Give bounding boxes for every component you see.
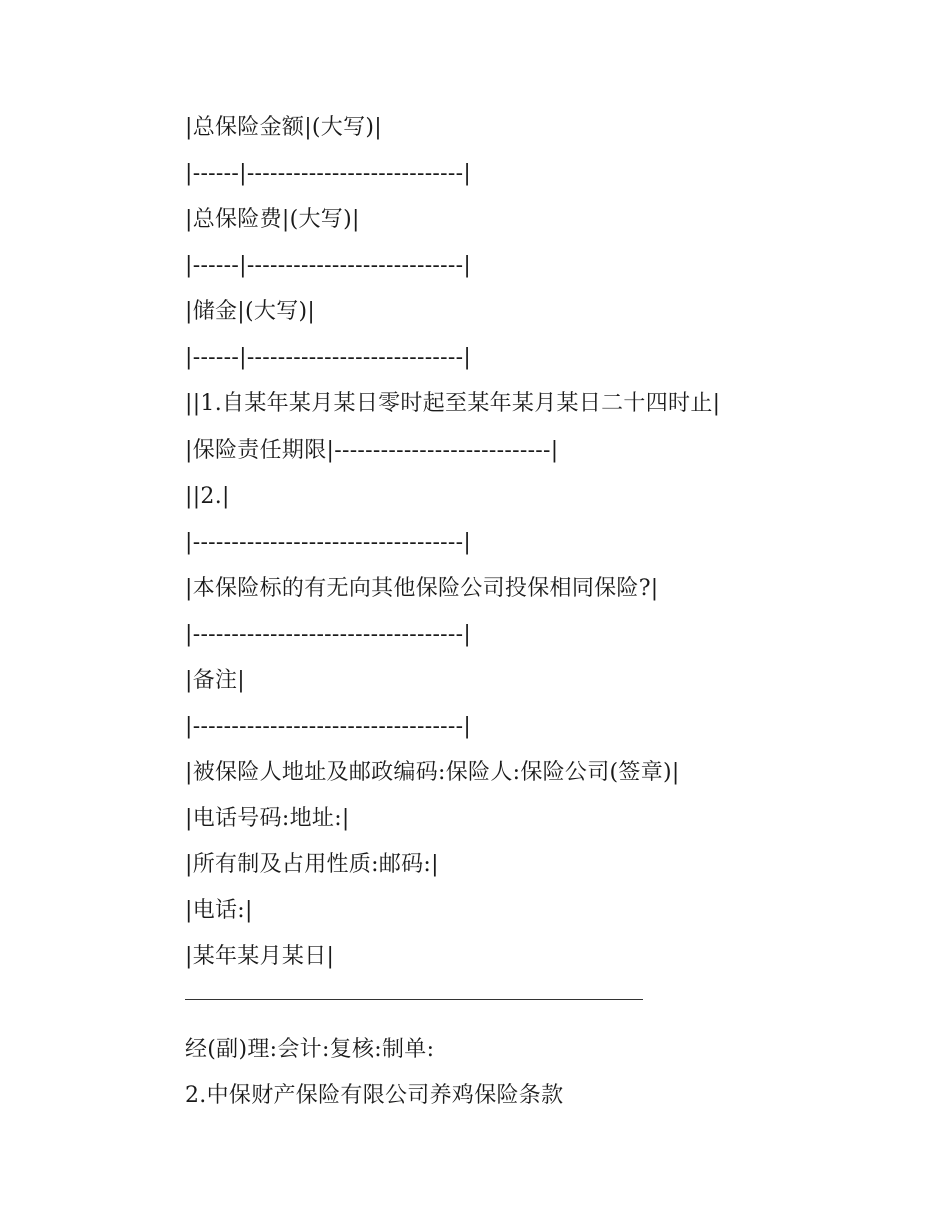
form-line-ownership: |所有制及占用性质:邮码:| [185, 852, 439, 877]
form-line-period-1: ||1.自某年某月某日零时起至某年某月某日二十四时止| [185, 391, 721, 416]
signature-line: 经(副)理:会计:复核:制单: [185, 1037, 435, 1062]
form-line-remarks: |备注| [185, 668, 246, 693]
form-line-date: |某年某月某日| [185, 944, 335, 969]
form-divider: |------|----------------------------| [185, 345, 472, 370]
form-line-period-2: ||2.| [185, 484, 230, 509]
form-line-phone-address: |电话号码:地址:| [185, 806, 350, 831]
section-heading: 2.中保财产保险有限公司养鸡保险条款 [185, 1083, 564, 1108]
form-line-insured-address: |被保险人地址及邮政编码:保险人:保险公司(签章)| [185, 760, 680, 785]
form-line-other-insurance-question: |本保险标的有无向其他保险公司投保相同保险?| [185, 576, 659, 601]
form-divider: |-----------------------------------| [185, 530, 472, 555]
form-line-liability-period: |保险责任期限|----------------------------| [185, 438, 559, 463]
form-line-phone: |电话:| [185, 898, 253, 923]
form-divider: |-----------------------------------| [185, 622, 472, 647]
form-line-deposit: |储金|(大写)| [185, 299, 316, 324]
horizontal-rule [185, 999, 643, 1000]
form-line-total-premium: |总保险费|(大写)| [185, 207, 360, 232]
form-divider: |------|----------------------------| [185, 161, 472, 186]
form-divider: |------|----------------------------| [185, 253, 472, 278]
form-divider: |-----------------------------------| [185, 714, 472, 739]
form-line-total-insured-amount: |总保险金额|(大写)| [185, 115, 383, 140]
